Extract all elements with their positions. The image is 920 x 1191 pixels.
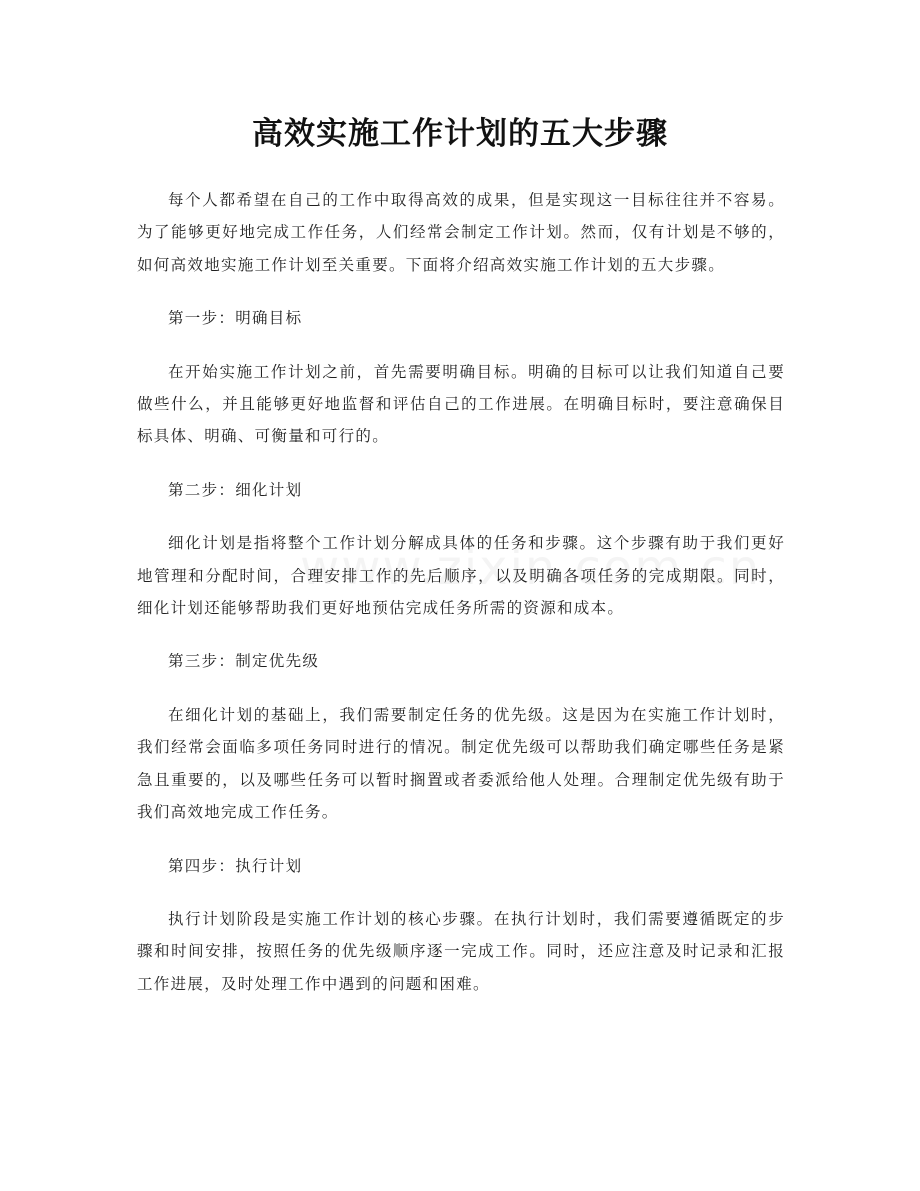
step-3-heading: 第三步：制定优先级 <box>168 652 320 671</box>
document-title: 高效实施工作计划的五大步骤 <box>252 116 668 152</box>
document-body <box>137 184 785 1000</box>
step-2-paragraph: 细化计划是指将整个工作计划分解成具体的任务和步骤。这个步骤有助于我们更好地管理和分配时间，合理安排工作的先后顺序，以及明确各项任务的完成期限。同时，细化计划还能够帮助我们更好地预估完成任务所需的资源和成本。 <box>137 534 785 618</box>
step-4-paragraph: 执行计划阶段是实施工作计划的核心步骤。在执行计划时，我们需要遵循既定的步骤和时间安排，按照任务的优先级顺序逐一完成工作。同时，还应注意及时记录和汇报工作进展，及时处理工作中遇到的问题和困难。 <box>137 909 785 993</box>
step-1-heading: 第一步：明确目标 <box>168 309 303 328</box>
step-4-heading: 第四步：执行计划 <box>168 856 303 875</box>
intro-paragraph: 每个人都希望在自己的工作中取得高效的成果，但是实现这一目标往往并不容易。为了能够更好地完成工作任务，人们经常会制定工作计划。然而，仅有计划是不够的，如何高效地实施工作计划至关重要。下面将介绍高效实施工作计划的五大步骤。 <box>137 191 785 274</box>
step-1-paragraph: 在开始实施工作计划之前，首先需要明确目标。明确的目标可以让我们知道自己要做些什么，并且能够更好地监督和评估自己的工作进展。在明确目标时，要注意确保目标具体、明确、可衡量和可行的。 <box>137 362 785 446</box>
step-2-heading: 第二步：细化计划 <box>168 480 303 499</box>
step-3-paragraph: 在细化计划的基础上，我们需要制定任务的优先级。这是因为在实施工作计划时，我们经常会面临多项任务同时进行的情况。制定优先级可以帮助我们确定哪些任务是紧急且重要的，以及哪些任务可以暂时搁置或者委派给他人处理。合理制定优先级有助于我们高效地完成工作任务。 <box>137 705 785 822</box>
